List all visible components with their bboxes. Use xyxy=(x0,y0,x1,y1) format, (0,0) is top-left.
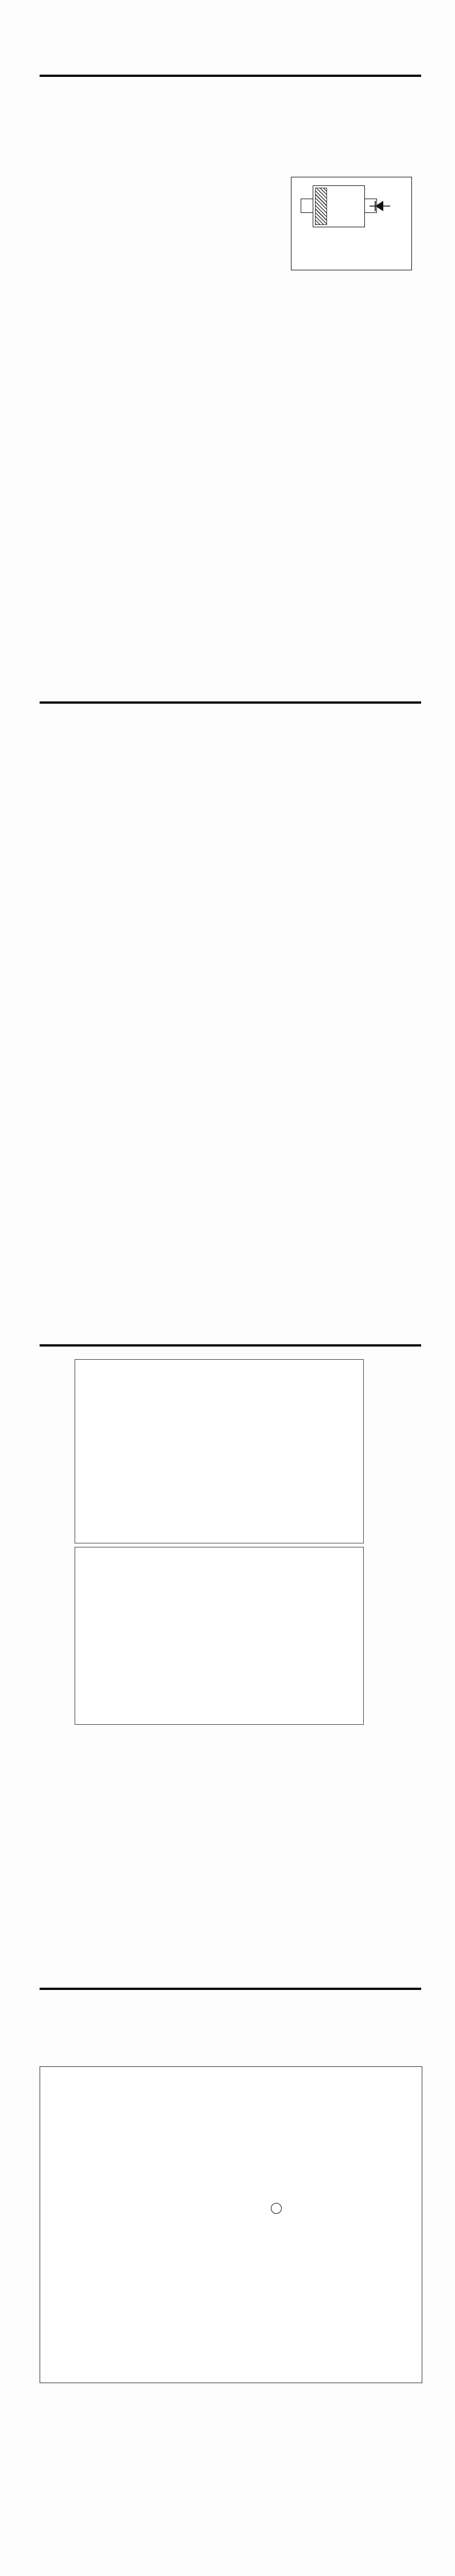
datum-symbol xyxy=(271,2203,282,2214)
page-2 xyxy=(0,644,455,1288)
breakdown-chart-high-voltage xyxy=(75,1547,364,1725)
derating-chart xyxy=(75,1731,363,1880)
package-symbol-box xyxy=(291,177,412,270)
package-drawing xyxy=(40,2067,422,2383)
page-1 xyxy=(0,0,455,644)
header-rule xyxy=(40,75,421,77)
pad-left xyxy=(301,199,314,213)
package-drawing-box xyxy=(40,2066,422,2383)
header-rule xyxy=(40,1988,421,1990)
header-rule xyxy=(40,1344,421,1347)
diode-symbol-icon xyxy=(370,199,390,213)
page-4 xyxy=(0,1932,455,2576)
cathode-band xyxy=(315,188,327,225)
package-body xyxy=(313,185,365,227)
breakdown-chart-low-voltage xyxy=(75,1359,364,1543)
page-3 xyxy=(0,1288,455,1932)
header-rule xyxy=(40,701,421,704)
